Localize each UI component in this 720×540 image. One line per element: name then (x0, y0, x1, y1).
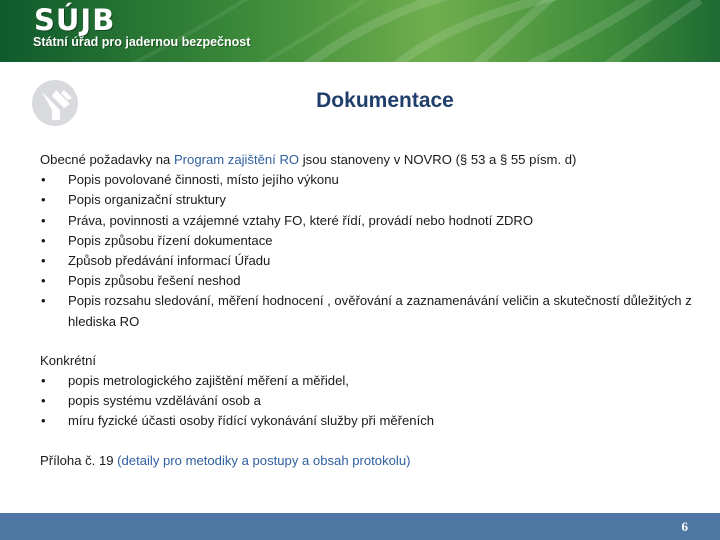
appendix-label: Příloha č. 19 (40, 452, 118, 468)
list-item (40, 211, 700, 231)
list-item (40, 190, 700, 210)
bullet-icon: • (41, 413, 46, 429)
program-link[interactable]: Program zajištění RO (173, 152, 300, 167)
bullet-icon: • (41, 232, 46, 248)
appendix-note[interactable]: (detaily pro metodiky a postupy a obsah protokolu) (117, 452, 411, 468)
list-item-text: Popis způsobu řízení dokumentace (68, 232, 273, 248)
bullet-icon: • (41, 273, 46, 289)
list-item (40, 170, 700, 190)
bullet-icon: • (41, 192, 46, 208)
list-item-text: Práva, povinnosti a vzájemné vztahy FO, které řídí, provádí nebo hodnotí ZDRO (68, 212, 534, 228)
footer-bar (0, 513, 720, 540)
list-item-text: míru fyzické účasti osoby řídící vykonávání služby při měřeních (68, 413, 435, 429)
page-number: 6 (681, 519, 688, 534)
slide-content (40, 150, 700, 471)
slide-title: Dokumentace (316, 89, 454, 112)
spacer (40, 432, 700, 451)
logo-text: SÚJB (34, 3, 116, 37)
spacer (40, 332, 700, 351)
list-item (40, 291, 693, 331)
intro-text-end: jsou stanoveny v NOVRO (§ 53 a § 55 písm. d) (299, 152, 577, 167)
bullet-icon: • (41, 212, 46, 228)
list-item (40, 251, 700, 271)
bullet-icon: • (41, 172, 46, 188)
bullet-icon: • (41, 293, 46, 309)
intro-paragraph (40, 150, 700, 170)
list-item (40, 271, 700, 291)
intro-text-start: Obecné požadavky na (40, 152, 174, 167)
list-item-text: Popis povolované činnosti, místo jejího výkonu (68, 172, 339, 188)
header-banner (0, 0, 720, 62)
list-item-text: popis systému vzdělávání osob a (68, 393, 261, 409)
list-item-text: popis metrologického zajištění měření a měřidel, (68, 373, 349, 389)
list-item (40, 411, 700, 431)
list-item-text: Popis způsobu řešení neshod (68, 273, 241, 289)
list-item-text: Popis rozsahu sledování, měření hodnocení , ověřování a zaznamenávání veličin a skutečností důležitých z hlediska RO (68, 293, 692, 329)
bullet-icon: • (41, 373, 46, 389)
appendix-line (40, 451, 700, 471)
list-item (40, 371, 700, 391)
bullet-icon: • (41, 393, 46, 409)
bullet-icon: • (41, 253, 46, 269)
organization-name: Státní úřad pro jadernou bezpečnost (33, 35, 251, 49)
list-item-text: Popis organizační struktury (68, 192, 226, 208)
specific-heading: Konkrétní (40, 352, 97, 368)
list-item (40, 231, 700, 251)
list-item (40, 391, 700, 411)
list-item-text: Způsob předávání informací Úřadu (68, 253, 271, 269)
